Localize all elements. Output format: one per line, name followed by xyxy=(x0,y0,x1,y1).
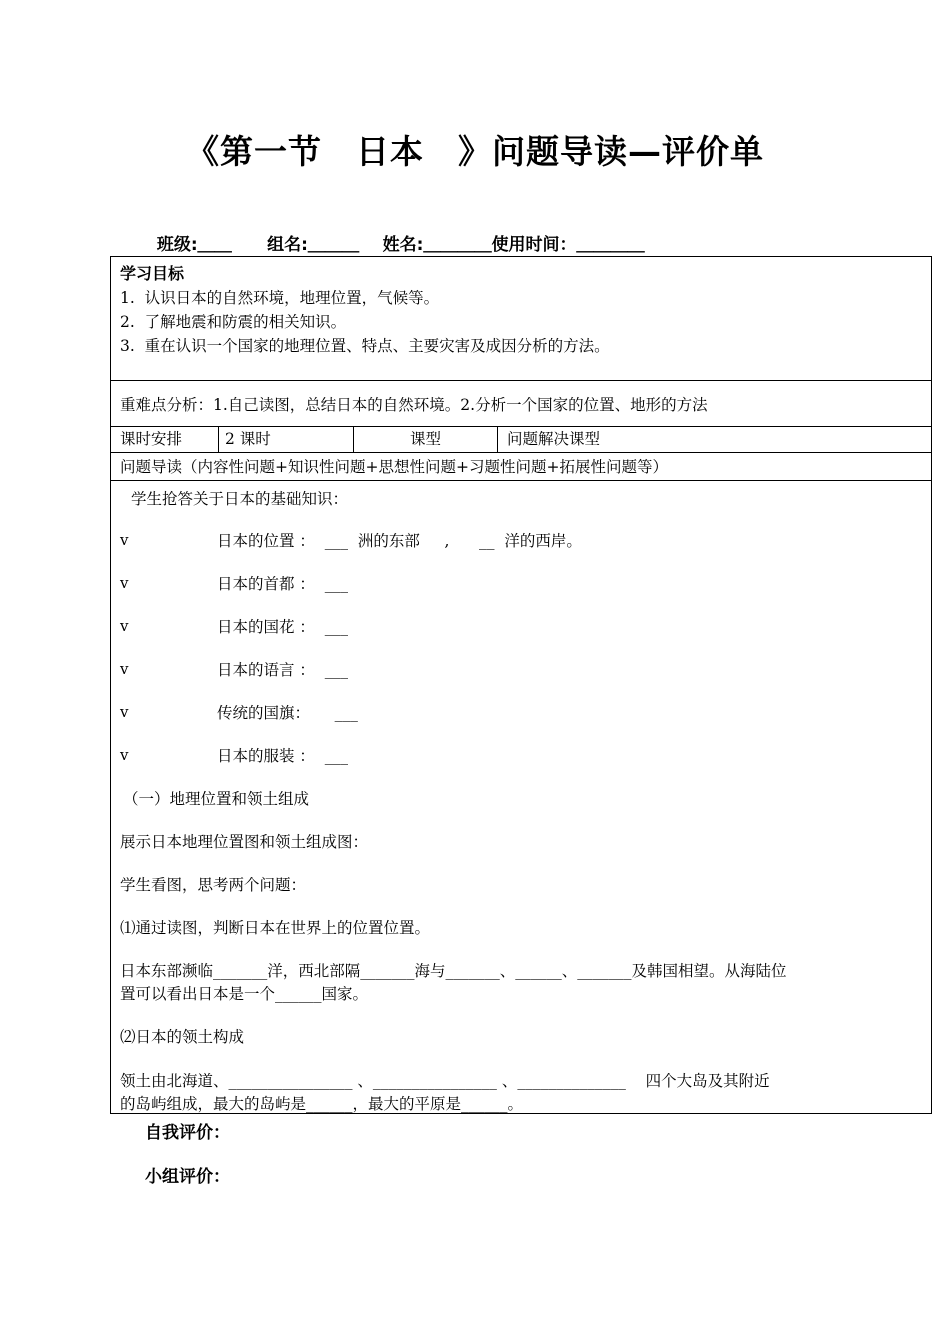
class-field: 班级:＿＿ xyxy=(156,235,232,255)
question-2-blank-line: 领土由北海道、________________ 、________________ 、______________ 四个大岛及其附近 xyxy=(120,1072,770,1090)
schedule-hours: 2 课时 xyxy=(219,427,354,452)
difficulty-row xyxy=(111,381,931,427)
page-title: 《第一节 日本 》问题导读—评价单 xyxy=(186,132,764,171)
bullet-mark: v xyxy=(120,531,129,549)
schedule-row xyxy=(111,427,931,453)
bullet-mark: v xyxy=(120,617,129,635)
guide-content xyxy=(111,481,931,1113)
section-heading: （一）地理位置和领土组成 xyxy=(123,790,310,808)
quiz-item: 日本的语言 ： ___ xyxy=(217,661,349,679)
quiz-item: 日本的位置 ： ___ 洲的东部 , __ 洋的西岸。 xyxy=(217,532,582,550)
think-text: 学生看图，思考两个问题： xyxy=(120,876,307,894)
goals-row xyxy=(111,257,931,381)
question-1-blank-line: 置可以看出日本是一个______国家。 xyxy=(120,985,369,1003)
bullet-mark: v xyxy=(120,703,129,721)
difficulty-text: 重难点分析：1.自己读图，总结日本的自然环境。2.分析一个国家的位置、地形的方法 xyxy=(120,396,708,414)
guide-heading-row xyxy=(111,453,931,481)
goals-heading: 学习目标 xyxy=(120,264,185,283)
bullet-mark: v xyxy=(120,660,129,678)
type-label: 课型 xyxy=(354,427,498,452)
evaluation-table xyxy=(110,256,932,1114)
group-field: 组名:＿＿＿ xyxy=(267,235,359,255)
question-1-blank-line: 日本东部濒临_______洋，西北部隔_______海与_______、______、_______及韩国相望。从海陆位 xyxy=(120,962,787,980)
intro-text: 学生抢答关于日本的基础知识： xyxy=(131,490,349,508)
quiz-item: 传统的国旗： ___ xyxy=(217,704,358,722)
bullet-mark: v xyxy=(120,746,129,764)
question-2: ⑵日本的领土构成 xyxy=(120,1028,245,1046)
question-2-blank-line: 的岛屿组成，最大的岛屿是______，最大的平原是______。 xyxy=(120,1095,524,1113)
question-1: ⑴通过读图，判断日本在世界上的位置位置。 xyxy=(120,919,431,937)
goal-item: 1. 认识日本的自然环境，地理位置，气候等。 xyxy=(120,289,440,307)
guide-heading: 问题导读（内容性问题+知识性问题+思想性问题+习题性问题+拓展性问题等） xyxy=(120,458,668,476)
bullet-mark: v xyxy=(120,574,129,592)
schedule-label: 课时安排 xyxy=(111,427,219,452)
goal-item: 2. 了解地震和防震的相关知识。 xyxy=(120,313,347,331)
name-field: 姓名:＿＿＿＿ xyxy=(382,235,492,255)
quiz-item: 日本的首都 ： ___ xyxy=(217,575,349,593)
show-text: 展示日本地理位置图和领土组成图： xyxy=(120,833,369,851)
type-value: 问题解决课型 xyxy=(507,430,601,448)
time-field: 使用时间：＿＿＿＿ xyxy=(491,235,645,255)
quiz-item: 日本的国花 ： ___ xyxy=(217,618,349,636)
group-evaluation-label: 小组评价： xyxy=(145,1167,230,1187)
info-line xyxy=(145,210,644,255)
quiz-item: 日本的服装 ： ___ xyxy=(217,747,349,765)
goal-item: 3. 重在认识一个国家的地理位置、特点、主要灾害及成因分析的方法。 xyxy=(120,337,610,355)
self-evaluation-label: 自我评价： xyxy=(145,1123,230,1143)
